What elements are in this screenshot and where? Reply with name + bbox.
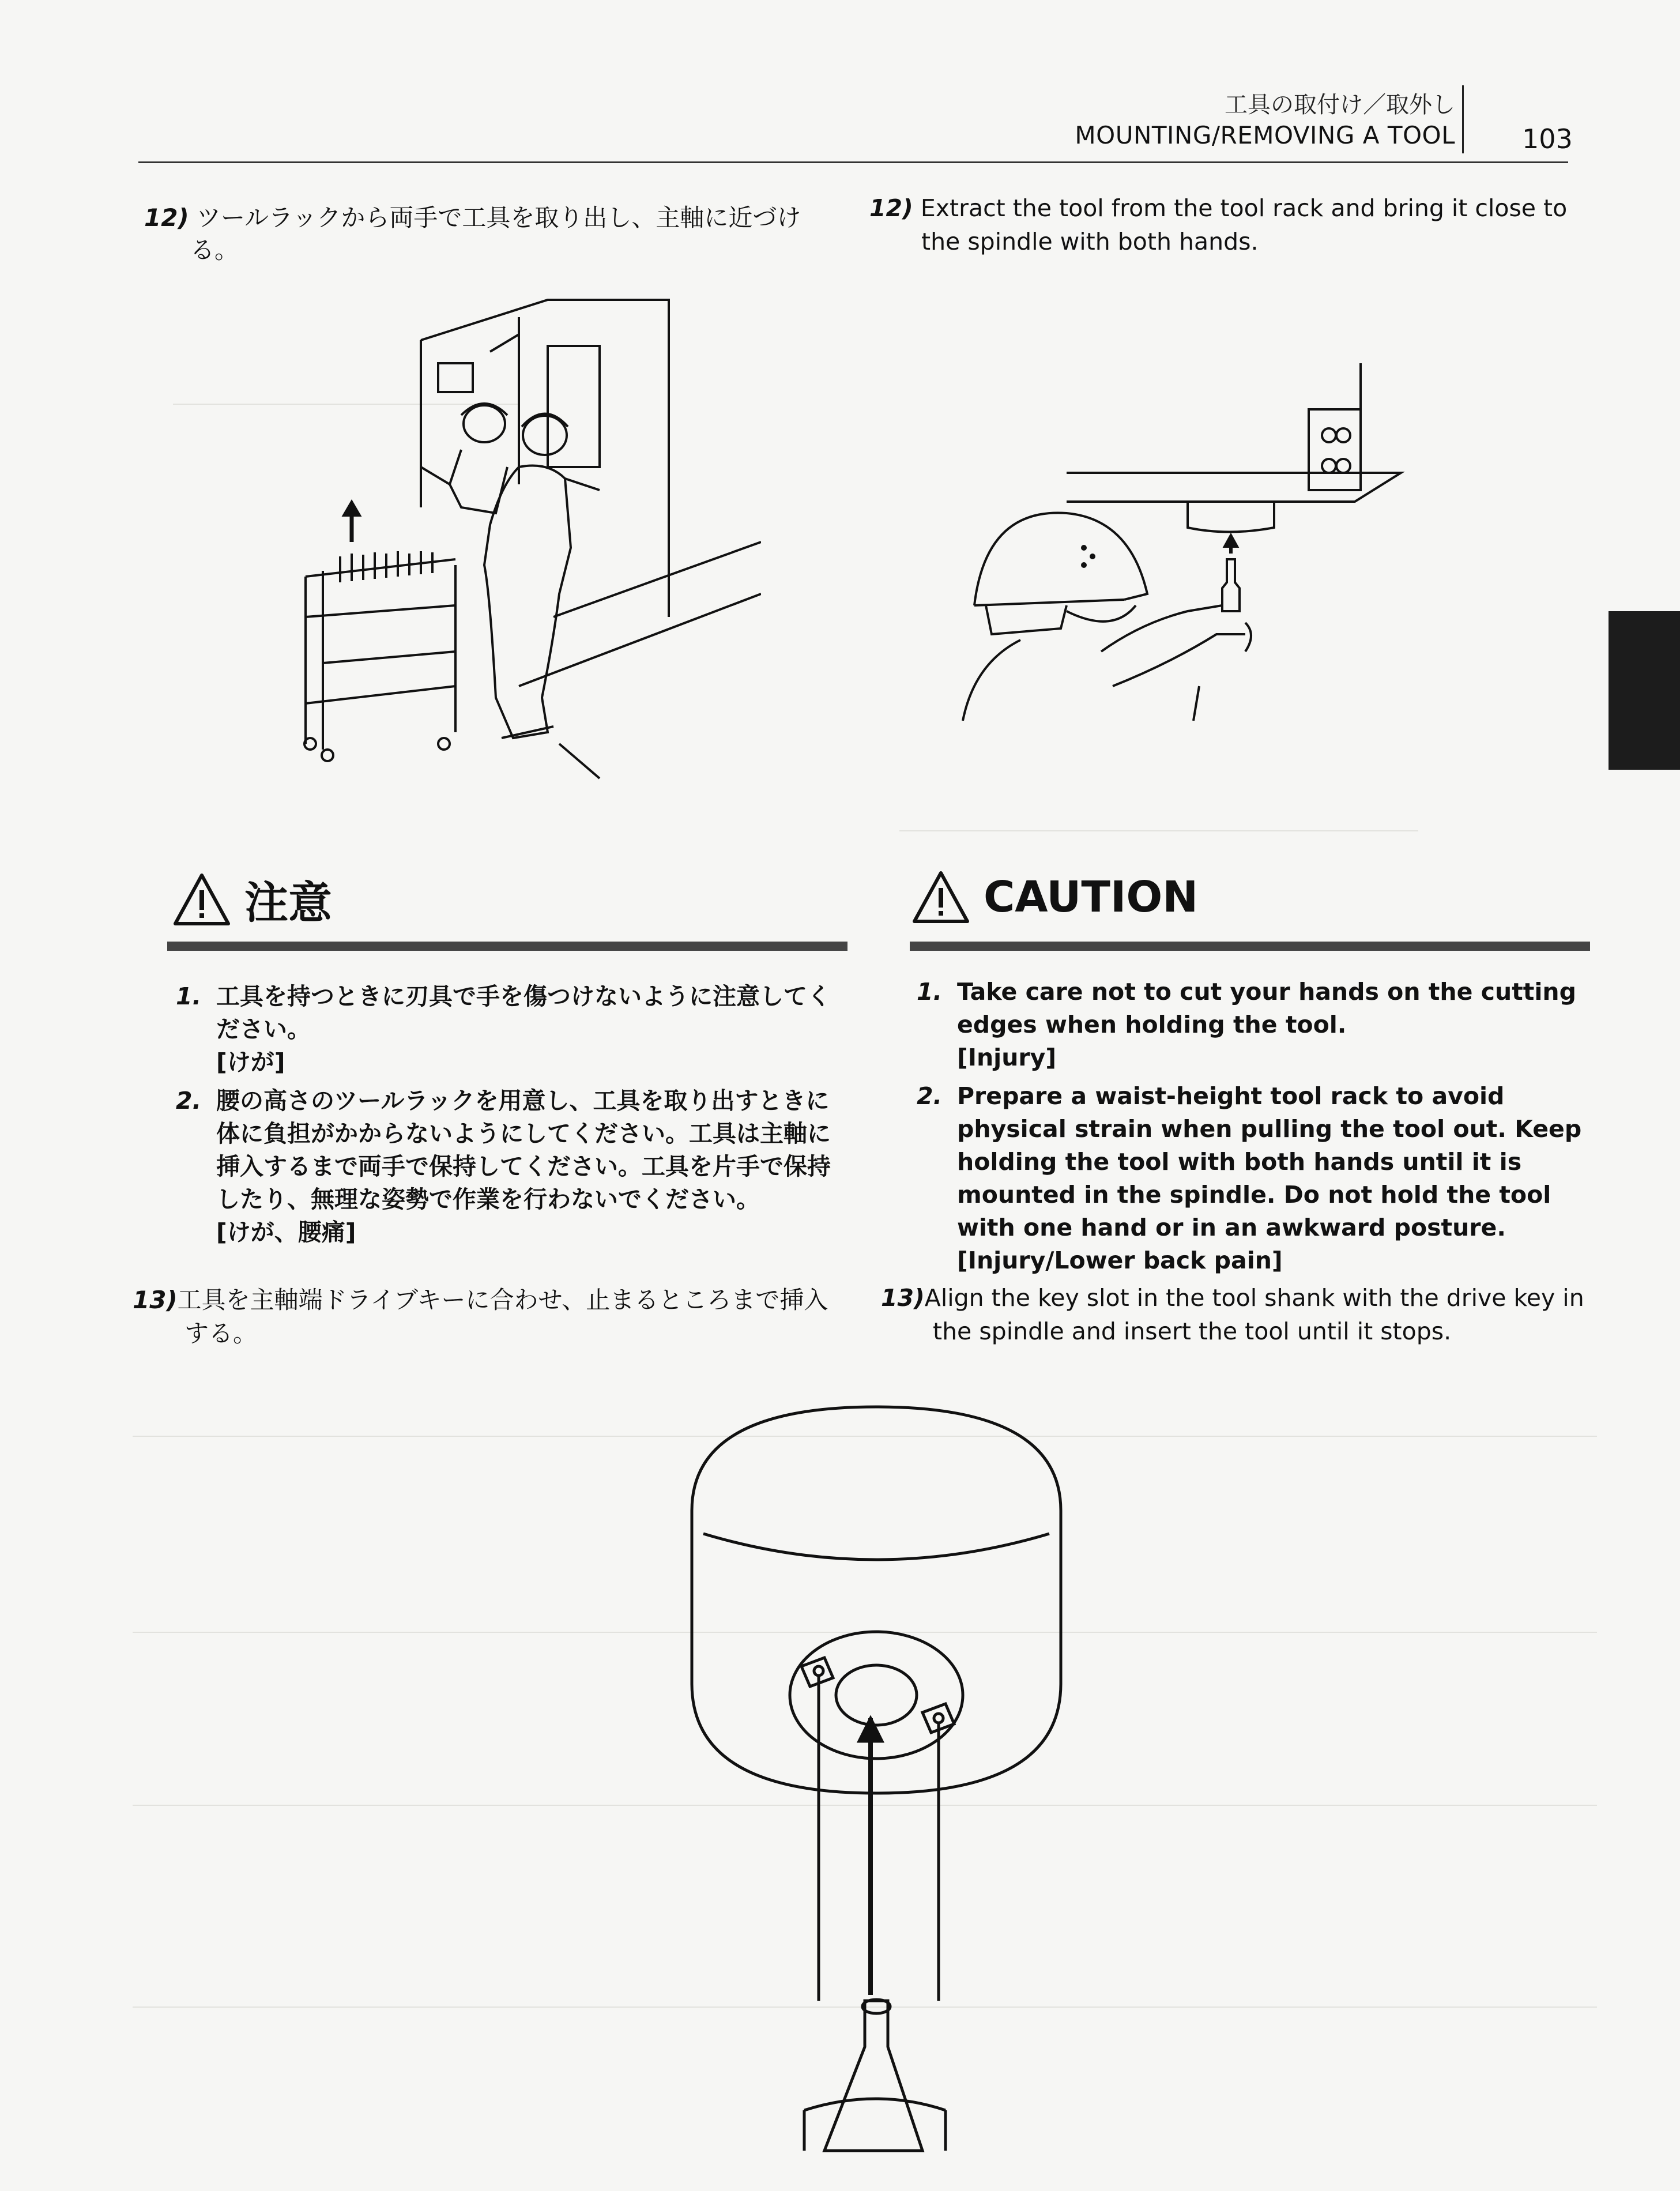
step13-number-en: 13): [881, 1284, 925, 1312]
step12-en-body: Extract the tool from the tool rack and bring it close to the spindle with both hands.: [920, 194, 1568, 255]
header-separator: [1462, 85, 1464, 153]
step13-number-jp: 13): [133, 1286, 178, 1314]
step12-text-en: [869, 191, 1590, 258]
header-section-en: MOUNTING/REMOVING A TOOL: [1075, 121, 1455, 149]
step12-number-en: 12): [869, 194, 913, 222]
illustration-workers-tool-rack: [300, 294, 761, 819]
caution-item-tag: [けが、腰痛]: [216, 1218, 356, 1246]
caution-bar-jp: [167, 942, 847, 951]
page-number: 103: [1522, 123, 1573, 155]
caution-bar-en: [910, 942, 1590, 951]
caution-item-en: [917, 976, 1597, 1074]
caution-item-text: 腰の高さのツールラックを用意し、工具を取り出すときに体に負担がかからないようにしてください。工具は主軸に挿入するまで両手で保持してください。工具を片手で保持したり、無理な姿勢で作業を行わないでください。: [216, 1087, 831, 1213]
caution-list-jp: [176, 980, 845, 1255]
caution-item-jp: [176, 1085, 845, 1249]
step12-jp-line1: ツールラックから両手で工具を取り出し、主軸に近づけ: [197, 204, 801, 232]
caution-heading-jp: [173, 868, 332, 931]
caution-item-text: 工具を持つときに刃具で手を傷つけないように注意してください。: [216, 982, 831, 1043]
caution-item-en: [917, 1080, 1597, 1277]
step12-jp-line2: る。: [190, 236, 239, 264]
step13-text-en: [881, 1281, 1602, 1348]
caution-item-jp: [176, 980, 845, 1079]
caution-item-number: 1.: [176, 982, 202, 1010]
caution-item-text: Prepare a waist-height tool rack to avoid physical strain when pulling the tool out. Keep holding the tool with both hands until it is mounted in the spindle. Do not hold the tool with one hand or in an awkward posture.: [957, 1082, 1582, 1241]
bleed-through-line: [899, 830, 1418, 831]
caution-heading-en: [912, 871, 1198, 924]
caution-list-en: [917, 976, 1597, 1283]
caution-item-number: 2.: [176, 1087, 202, 1115]
step13-text-jp: [133, 1283, 847, 1350]
illustration-tool-insertion-spindle: [680, 1395, 1072, 2156]
warning-triangle-icon: [912, 871, 970, 924]
step13-jp-body: 工具を主軸端ドライブキーに合わせ、止まるところまで挿入する。: [177, 1286, 828, 1347]
illustration-tool-close-to-spindle: [951, 363, 1412, 721]
warning-triangle-icon: [173, 873, 231, 926]
caution-item-tag: [Injury]: [957, 1044, 1057, 1071]
caution-title-en: CAUTION: [984, 872, 1199, 922]
caution-item-text: Take care not to cut your hands on the cutting edges when holding the tool.: [957, 978, 1576, 1038]
caution-item-tag: [Injury/Lower back pain]: [957, 1247, 1283, 1274]
caution-item-tag: [けが]: [216, 1048, 285, 1076]
chapter-tab: [1609, 611, 1680, 770]
step12-number-jp: 12): [144, 204, 189, 232]
caution-title-jp: 注意: [244, 877, 332, 928]
step12-text-jp: [144, 202, 813, 266]
header-rule: [138, 161, 1568, 163]
header-section-jp: 工具の取付け／取外し: [1225, 92, 1455, 118]
caution-item-number: 2.: [917, 1082, 943, 1110]
caution-item-number: 1.: [917, 978, 943, 1006]
step13-en-body: Align the key slot in the tool shank with the drive key in the spindle and insert the tool until it stops.: [924, 1284, 1584, 1345]
